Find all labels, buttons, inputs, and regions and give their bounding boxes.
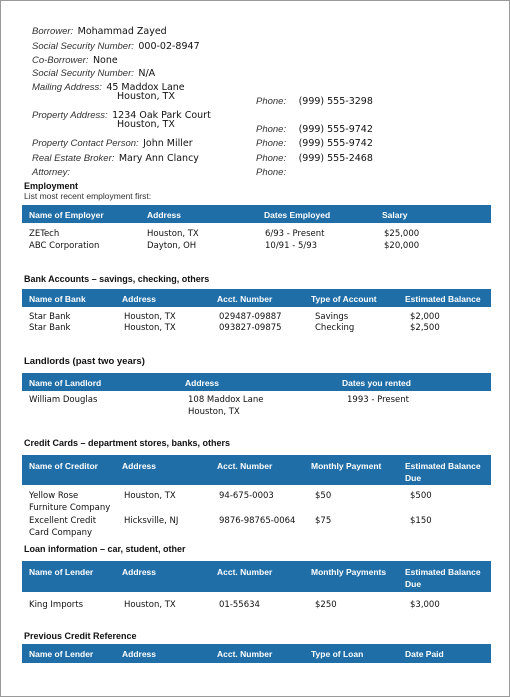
- credit-col-payment: Monthly Payment: [311, 461, 382, 471]
- property-label: Property Address:: [32, 110, 108, 121]
- credit-r2-acct: 9876-98765-0064: [219, 516, 296, 526]
- credit-title: Credit Cards – department stores, banks, others: [24, 438, 231, 448]
- loan-r1-address: Houston, TX: [124, 600, 176, 610]
- credit-r2-name: Excellent Credit: [29, 516, 97, 526]
- broker-value: Mary Ann Clancy: [118, 153, 199, 164]
- attorney-row: [32, 162, 70, 180]
- landlords-title: Landlords (past two years): [24, 356, 145, 367]
- bank-r2-name: Star Bank: [29, 323, 71, 333]
- loan-col-acct: Acct. Number: [217, 567, 273, 577]
- employment-r2-dates: 10/91 - 5/93: [265, 241, 318, 251]
- landlords-col-address: Address: [185, 378, 220, 388]
- credit-col-name: Name of Creditor: [29, 461, 98, 471]
- bank-r1-acct: 029487-09887: [219, 312, 282, 322]
- attorney-label: Attorney:: [32, 167, 71, 178]
- bank-header-bar: [22, 289, 491, 307]
- bank-r2-address: Houston, TX: [124, 323, 176, 333]
- landlords-col-dates: Dates you rented: [342, 378, 411, 388]
- bank-r2-type: Checking: [315, 323, 355, 333]
- employment-r1-address: Houston, TX: [147, 229, 199, 239]
- loan-col-payments: Monthly Payments: [311, 567, 387, 577]
- employment-r2-address: Dayton, OH: [147, 241, 197, 251]
- loan-col-due: Due: [405, 579, 422, 589]
- ssn2-label: Social Security Number:: [32, 68, 134, 79]
- credit-r1-name: Yellow Rose: [29, 491, 79, 501]
- previous-col-address: Address: [122, 649, 157, 659]
- mailing-line2: Houston, TX: [117, 91, 175, 102]
- credit-r1-payment: $50: [315, 491, 332, 501]
- landlords-r1-name: William Douglas: [29, 395, 98, 405]
- previous-col-type: Type of Loan: [311, 649, 364, 659]
- loan-header-bar: [22, 561, 491, 592]
- coborrower-label: Co-Borrower:: [32, 55, 89, 66]
- loan-r1-payments: $250: [315, 600, 337, 610]
- loan-r1-balance: $3,000: [410, 600, 440, 610]
- bank-title: Bank Accounts – savings, checking, others: [24, 274, 210, 284]
- bank-r1-type: Savings: [315, 312, 349, 322]
- previous-col-acct: Acct. Number: [217, 649, 273, 659]
- attorney-phone-row: [256, 162, 286, 180]
- employment-subtitle: List most recent employment first:: [24, 191, 152, 201]
- mailing-label: Mailing Address:: [32, 82, 102, 93]
- ssn-label: Social Security Number:: [32, 41, 134, 52]
- coborrower-value: None: [92, 55, 118, 66]
- landlords-r1-address-line2: Houston, TX: [188, 407, 240, 417]
- credit-r2-address: Hicksville, NJ: [124, 516, 179, 526]
- bank-col-address: Address: [122, 294, 157, 304]
- employment-r1-salary: $25,000: [384, 229, 420, 239]
- employment-r1-employer: ZETech: [29, 229, 60, 239]
- credit-col-balance: Estimated Balance: [405, 461, 481, 471]
- previous-header-bar: [22, 644, 491, 663]
- ssn-value: 000-02-8947: [138, 41, 200, 52]
- bank-col-balance: Estimated Balance: [405, 294, 481, 304]
- bank-r1-name: Star Bank: [29, 312, 71, 322]
- landlords-r1-dates: 1993 - Present: [347, 395, 409, 405]
- mailing-phone-row: [256, 91, 373, 109]
- employment-r2-salary: $20,000: [384, 241, 420, 251]
- loan-title: Loan information – car, student, other: [24, 544, 186, 554]
- mailing-phone: (999) 555-3298: [298, 96, 373, 107]
- mailing-phone-label: Phone:: [256, 96, 287, 107]
- property-line2: Houston, TX: [117, 119, 175, 130]
- mailing-line1: 45 Maddox Lane: [106, 82, 185, 93]
- credit-col-acct: Acct. Number: [217, 461, 273, 471]
- previous-title: Previous Credit Reference: [24, 631, 137, 641]
- employment-col-salary: Salary: [382, 210, 408, 220]
- credit-r1-address: Houston, TX: [124, 491, 176, 501]
- previous-col-name: Name of Lender: [29, 649, 94, 659]
- employment-col-dates: Dates Employed: [264, 210, 331, 220]
- bank-r2-balance: $2,500: [410, 323, 440, 333]
- employment-title: Employment: [24, 181, 79, 191]
- property-phone: (999) 555-9742: [298, 124, 373, 135]
- property-phone-label: Phone:: [256, 124, 287, 135]
- landlords-r1-address: 108 Maddox Lane: [188, 395, 264, 405]
- credit-r1-name-line2: Furniture Company: [29, 503, 111, 513]
- attorney-phone-label: Phone:: [256, 167, 287, 178]
- broker-phone-label: Phone:: [256, 153, 287, 164]
- previous-col-date: Date Paid: [405, 649, 444, 659]
- credit-col-due: Due: [405, 473, 422, 483]
- loan-col-name: Name of Lender: [29, 567, 94, 577]
- ssn2-value: N/A: [138, 68, 156, 79]
- credit-r1-balance: $500: [410, 491, 432, 501]
- bank-r1-balance: $2,000: [410, 312, 440, 322]
- loan-col-address: Address: [122, 567, 157, 577]
- loan-r1-name: King Imports: [29, 600, 84, 610]
- bank-col-type: Type of Account: [311, 294, 377, 304]
- contact-phone: (999) 555-9742: [298, 138, 373, 149]
- bank-r2-acct: 093827-09875: [219, 323, 282, 333]
- loan-r1-acct: 01-55634: [219, 600, 260, 610]
- borrower-value: Mohammad Zayed: [77, 26, 167, 37]
- employment-header-bar: [22, 205, 491, 223]
- bank-col-acct: Acct. Number: [217, 294, 273, 304]
- loan-col-balance: Estimated Balance: [405, 567, 481, 577]
- bank-r1-address: Houston, TX: [124, 312, 176, 322]
- employment-col-address: Address: [147, 210, 182, 220]
- bank-col-name: Name of Bank: [29, 294, 86, 304]
- employment-r1-dates: 6/93 - Present: [265, 229, 325, 239]
- contact-phone-label: Phone:: [256, 138, 287, 149]
- credit-r2-balance: $150: [410, 516, 432, 526]
- contact-value: John Miller: [143, 138, 193, 149]
- employment-r2-employer: ABC Corporation: [29, 241, 100, 251]
- broker-phone: (999) 555-2468: [298, 153, 373, 164]
- landlords-header-bar: [22, 373, 491, 391]
- property-line1: 1234 Oak Park Court: [112, 110, 211, 121]
- broker-label: Real Estate Broker:: [32, 153, 115, 164]
- credit-col-address: Address: [122, 461, 157, 471]
- landlords-col-name: Name of Landlord: [29, 378, 102, 388]
- borrower-label: Borrower:: [32, 26, 74, 37]
- employment-col-employer: Name of Employer: [29, 210, 104, 220]
- contact-label: Property Contact Person:: [32, 138, 139, 149]
- credit-r2-name-line2: Card Company: [29, 528, 93, 538]
- credit-header-bar: [22, 455, 491, 485]
- credit-r1-acct: 94-675-0003: [219, 491, 274, 501]
- credit-r2-payment: $75: [315, 516, 332, 526]
